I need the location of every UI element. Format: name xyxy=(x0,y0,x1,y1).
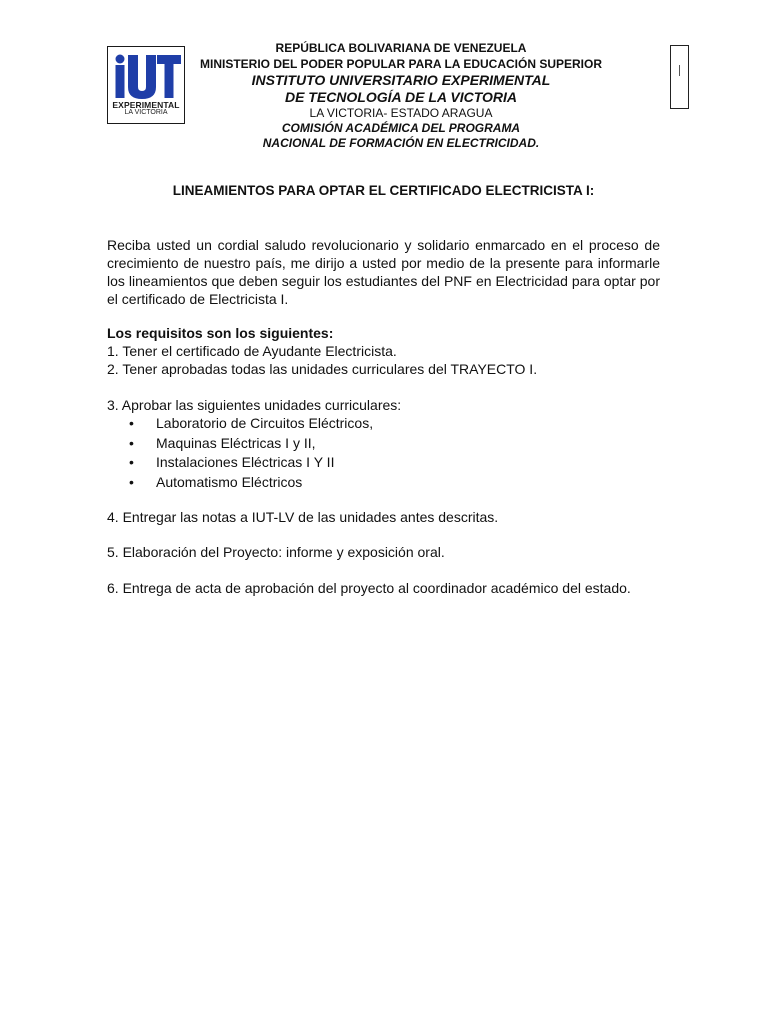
bullet-icon: • xyxy=(129,434,134,451)
list-item xyxy=(107,414,660,434)
list-item xyxy=(107,453,660,473)
list-item-text: Automatismo Eléctricos xyxy=(156,473,303,490)
logo-t-bar xyxy=(157,55,181,64)
side-frame-mark xyxy=(679,65,680,76)
list-item xyxy=(107,473,660,493)
logo-u-shape xyxy=(128,55,156,99)
requirement-1: 1. Tener el certificado de Ayudante Electricista. xyxy=(107,343,397,359)
logo-city: LA VICTORIA xyxy=(124,109,168,116)
logo-i-stem xyxy=(116,65,125,98)
header-institute-name: DE TECNOLOGÍA DE LA VICTORIA xyxy=(284,89,518,105)
logo-t-stem xyxy=(165,64,174,98)
list-item-text: Laboratorio de Circuitos Eléctricos, xyxy=(156,415,374,431)
requirement-3: 3. Aprobar las siguientes unidades curriculares: xyxy=(107,397,402,413)
requirements-heading: Los requisitos son los siguientes: xyxy=(107,325,334,341)
logo-i-dot xyxy=(116,55,125,64)
document-title: LINEAMIENTOS PARA OPTAR EL CERTIFICADO ELECTRICISTA I: xyxy=(172,183,595,198)
header-location: LA VICTORIA- ESTADO ARAGUA xyxy=(309,106,493,120)
list-item-text: Maquinas Eléctricas I y II, xyxy=(156,434,316,451)
bullet-icon: • xyxy=(129,454,134,470)
requirement-4: 4. Entregar las notas a IUT-LV de las unidades antes descritas. xyxy=(107,509,499,525)
institute-logo xyxy=(107,46,185,124)
header-institute: INSTITUTO UNIVERSITARIO EXPERIMENTAL xyxy=(251,72,551,88)
header-program: NACIONAL DE FORMACIÓN EN ELECTRICIDAD. xyxy=(262,136,540,150)
header-republic: REPÚBLICA BOLIVARIANA DE VENEZUELA xyxy=(275,41,527,55)
side-frame-box xyxy=(670,45,689,109)
requirement-2: 2. Tener aprobadas todas las unidades curriculares del TRAYECTO I. xyxy=(107,361,538,377)
list-item-text: Instalaciones Eléctricas I Y II xyxy=(156,454,335,470)
bullet-icon: • xyxy=(129,473,134,490)
intro-paragraph: Reciba usted un cordial saludo revolucionario y solidario enmarcado en el proceso de crecimiento de nuestro país, me dirijo a usted por medio de la presente para informarle los lineamientos que deben seguir los estudiantes del PNF en Electricidad para optar por el certificado de Electricista I. xyxy=(107,237,660,307)
header-ministry: MINISTERIO DEL PODER POPULAR PARA LA EDUCACIÓN SUPERIOR xyxy=(199,57,603,71)
requirement-6: 6. Entrega de acta de aprobación del proyecto al coordinador académico del estado. xyxy=(107,580,631,596)
bullet-icon: • xyxy=(129,415,134,431)
header-commission: COMISIÓN ACADÉMICA DEL PROGRAMA xyxy=(281,121,521,135)
curricular-units-list xyxy=(107,414,660,492)
requirements-section xyxy=(107,324,660,378)
requirement-5: 5. Elaboración del Proyecto: informe y exposición oral. xyxy=(107,544,445,560)
letterhead xyxy=(186,40,616,151)
list-item xyxy=(107,434,660,454)
logo-subtitle: EXPERIMENTAL xyxy=(112,100,180,110)
